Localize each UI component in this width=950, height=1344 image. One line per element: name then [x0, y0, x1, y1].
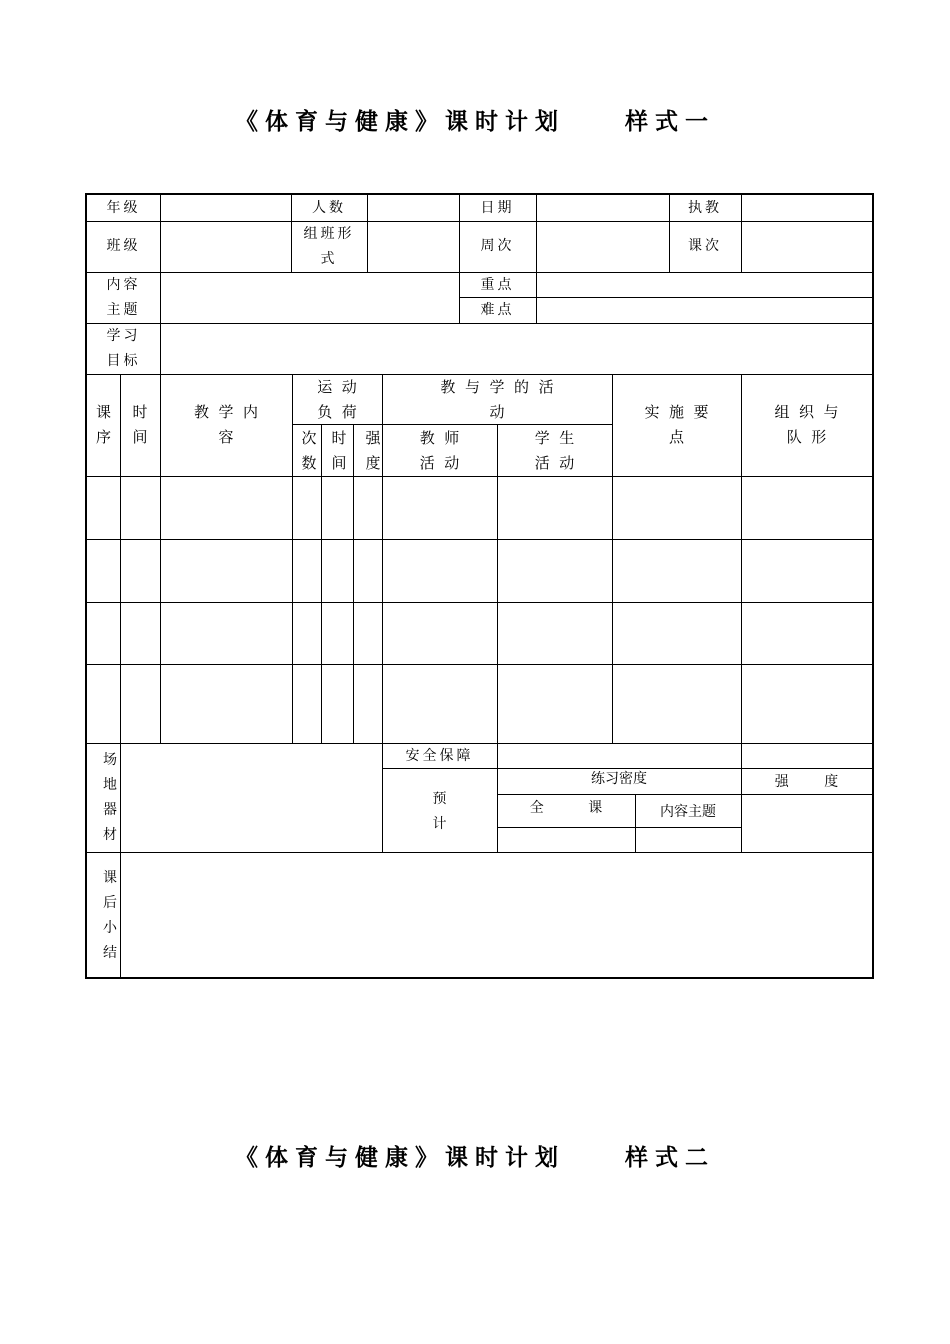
organization-label-line2: 队 形	[786, 428, 827, 446]
grid-line	[87, 539, 872, 540]
venue-label-char3: 器	[103, 802, 117, 818]
order-label-line1: 课	[95, 403, 111, 421]
grid-line	[87, 323, 872, 324]
intensity-label-line2: 度	[365, 454, 381, 472]
estimate-label-line2: 计	[432, 816, 447, 832]
intensity-summary-label: 强 度	[774, 774, 839, 790]
frequency-label-line1: 次	[301, 429, 317, 447]
time-label-line2: 间	[132, 428, 148, 446]
objective-label-line1: 学习	[106, 328, 141, 344]
summary-label-char2: 后	[103, 895, 117, 911]
grid-line	[160, 195, 161, 374]
intensity-label-line1: 强	[365, 429, 381, 447]
theme-label-line2: 主题	[106, 302, 141, 318]
date-label: 日期	[480, 200, 515, 216]
summary-label-char4: 结	[103, 945, 117, 961]
grid-line	[367, 195, 368, 272]
week-label: 周次	[480, 238, 515, 254]
venue-label-char1: 场	[103, 752, 117, 768]
duration-label-line2: 间	[331, 454, 347, 472]
frequency-label-line2: 数	[301, 454, 317, 472]
lesson-number-label: 课次	[688, 238, 722, 254]
grid-line	[87, 602, 872, 603]
grid-line	[292, 374, 293, 743]
student-activity-label-line1: 学 生	[534, 429, 575, 447]
time-label-line1: 时	[132, 403, 148, 421]
venue-label-char2: 地	[103, 777, 117, 793]
grid-line	[87, 221, 872, 222]
load-label-line2: 负 荷	[317, 403, 357, 421]
grid-line	[87, 476, 872, 477]
content-label-line2: 容	[218, 428, 234, 446]
activity-label-line1: 教 与 学 的 活	[440, 378, 554, 396]
grid-line	[536, 195, 537, 323]
estimate-label-line1: 预	[432, 791, 447, 807]
content-theme-label: 内容主题	[660, 804, 716, 820]
density-label: 练习密度	[591, 771, 647, 787]
content-label-line1: 教 学 内	[193, 403, 259, 421]
load-label-line1: 运 动	[317, 378, 357, 396]
class-label: 班级	[106, 238, 141, 254]
summary-label-char1: 课	[103, 870, 117, 886]
grid-line	[321, 424, 322, 743]
grid-line	[353, 424, 354, 743]
form-title-style1: 《体育与健康》课时计划 样式一	[234, 108, 716, 135]
organization-label-line1: 组 织 与	[774, 403, 839, 421]
grouping-label-line1: 组班形	[303, 226, 355, 242]
student-activity-label-line2: 活 动	[534, 454, 575, 472]
teacher-label: 执教	[688, 200, 722, 216]
venue-label-char4: 材	[103, 827, 117, 843]
grid-line	[87, 852, 872, 853]
grid-line	[497, 827, 741, 828]
objective-label-line2: 目标	[106, 353, 141, 369]
activity-label-line2: 动	[489, 403, 505, 421]
grouping-label-line2: 式	[320, 251, 338, 267]
implementation-label-line2: 点	[668, 428, 684, 446]
summary-label-char3: 小	[103, 920, 117, 936]
teacher-activity-label-line1: 教 师	[419, 429, 460, 447]
safety-label: 安全保障	[405, 748, 474, 764]
grid-line	[120, 374, 121, 978]
teacher-activity-label-line2: 活 动	[419, 454, 460, 472]
grid-line	[741, 195, 742, 272]
whole-lesson-label: 全 课	[529, 800, 603, 816]
difficulty-label: 难点	[480, 302, 515, 318]
form-title-style2: 《体育与健康》课时计划 样式二	[234, 1144, 716, 1171]
implementation-label-line1: 实 施 要	[644, 403, 709, 421]
count-label: 人数	[312, 200, 346, 216]
lesson-plan-form	[85, 193, 874, 979]
order-label-line2: 序	[95, 428, 111, 446]
key-point-label: 重点	[480, 277, 515, 293]
grid-line	[87, 664, 872, 665]
grade-label: 年级	[106, 200, 141, 216]
duration-label-line1: 时	[331, 429, 347, 447]
theme-label-line1: 内容	[106, 277, 141, 293]
